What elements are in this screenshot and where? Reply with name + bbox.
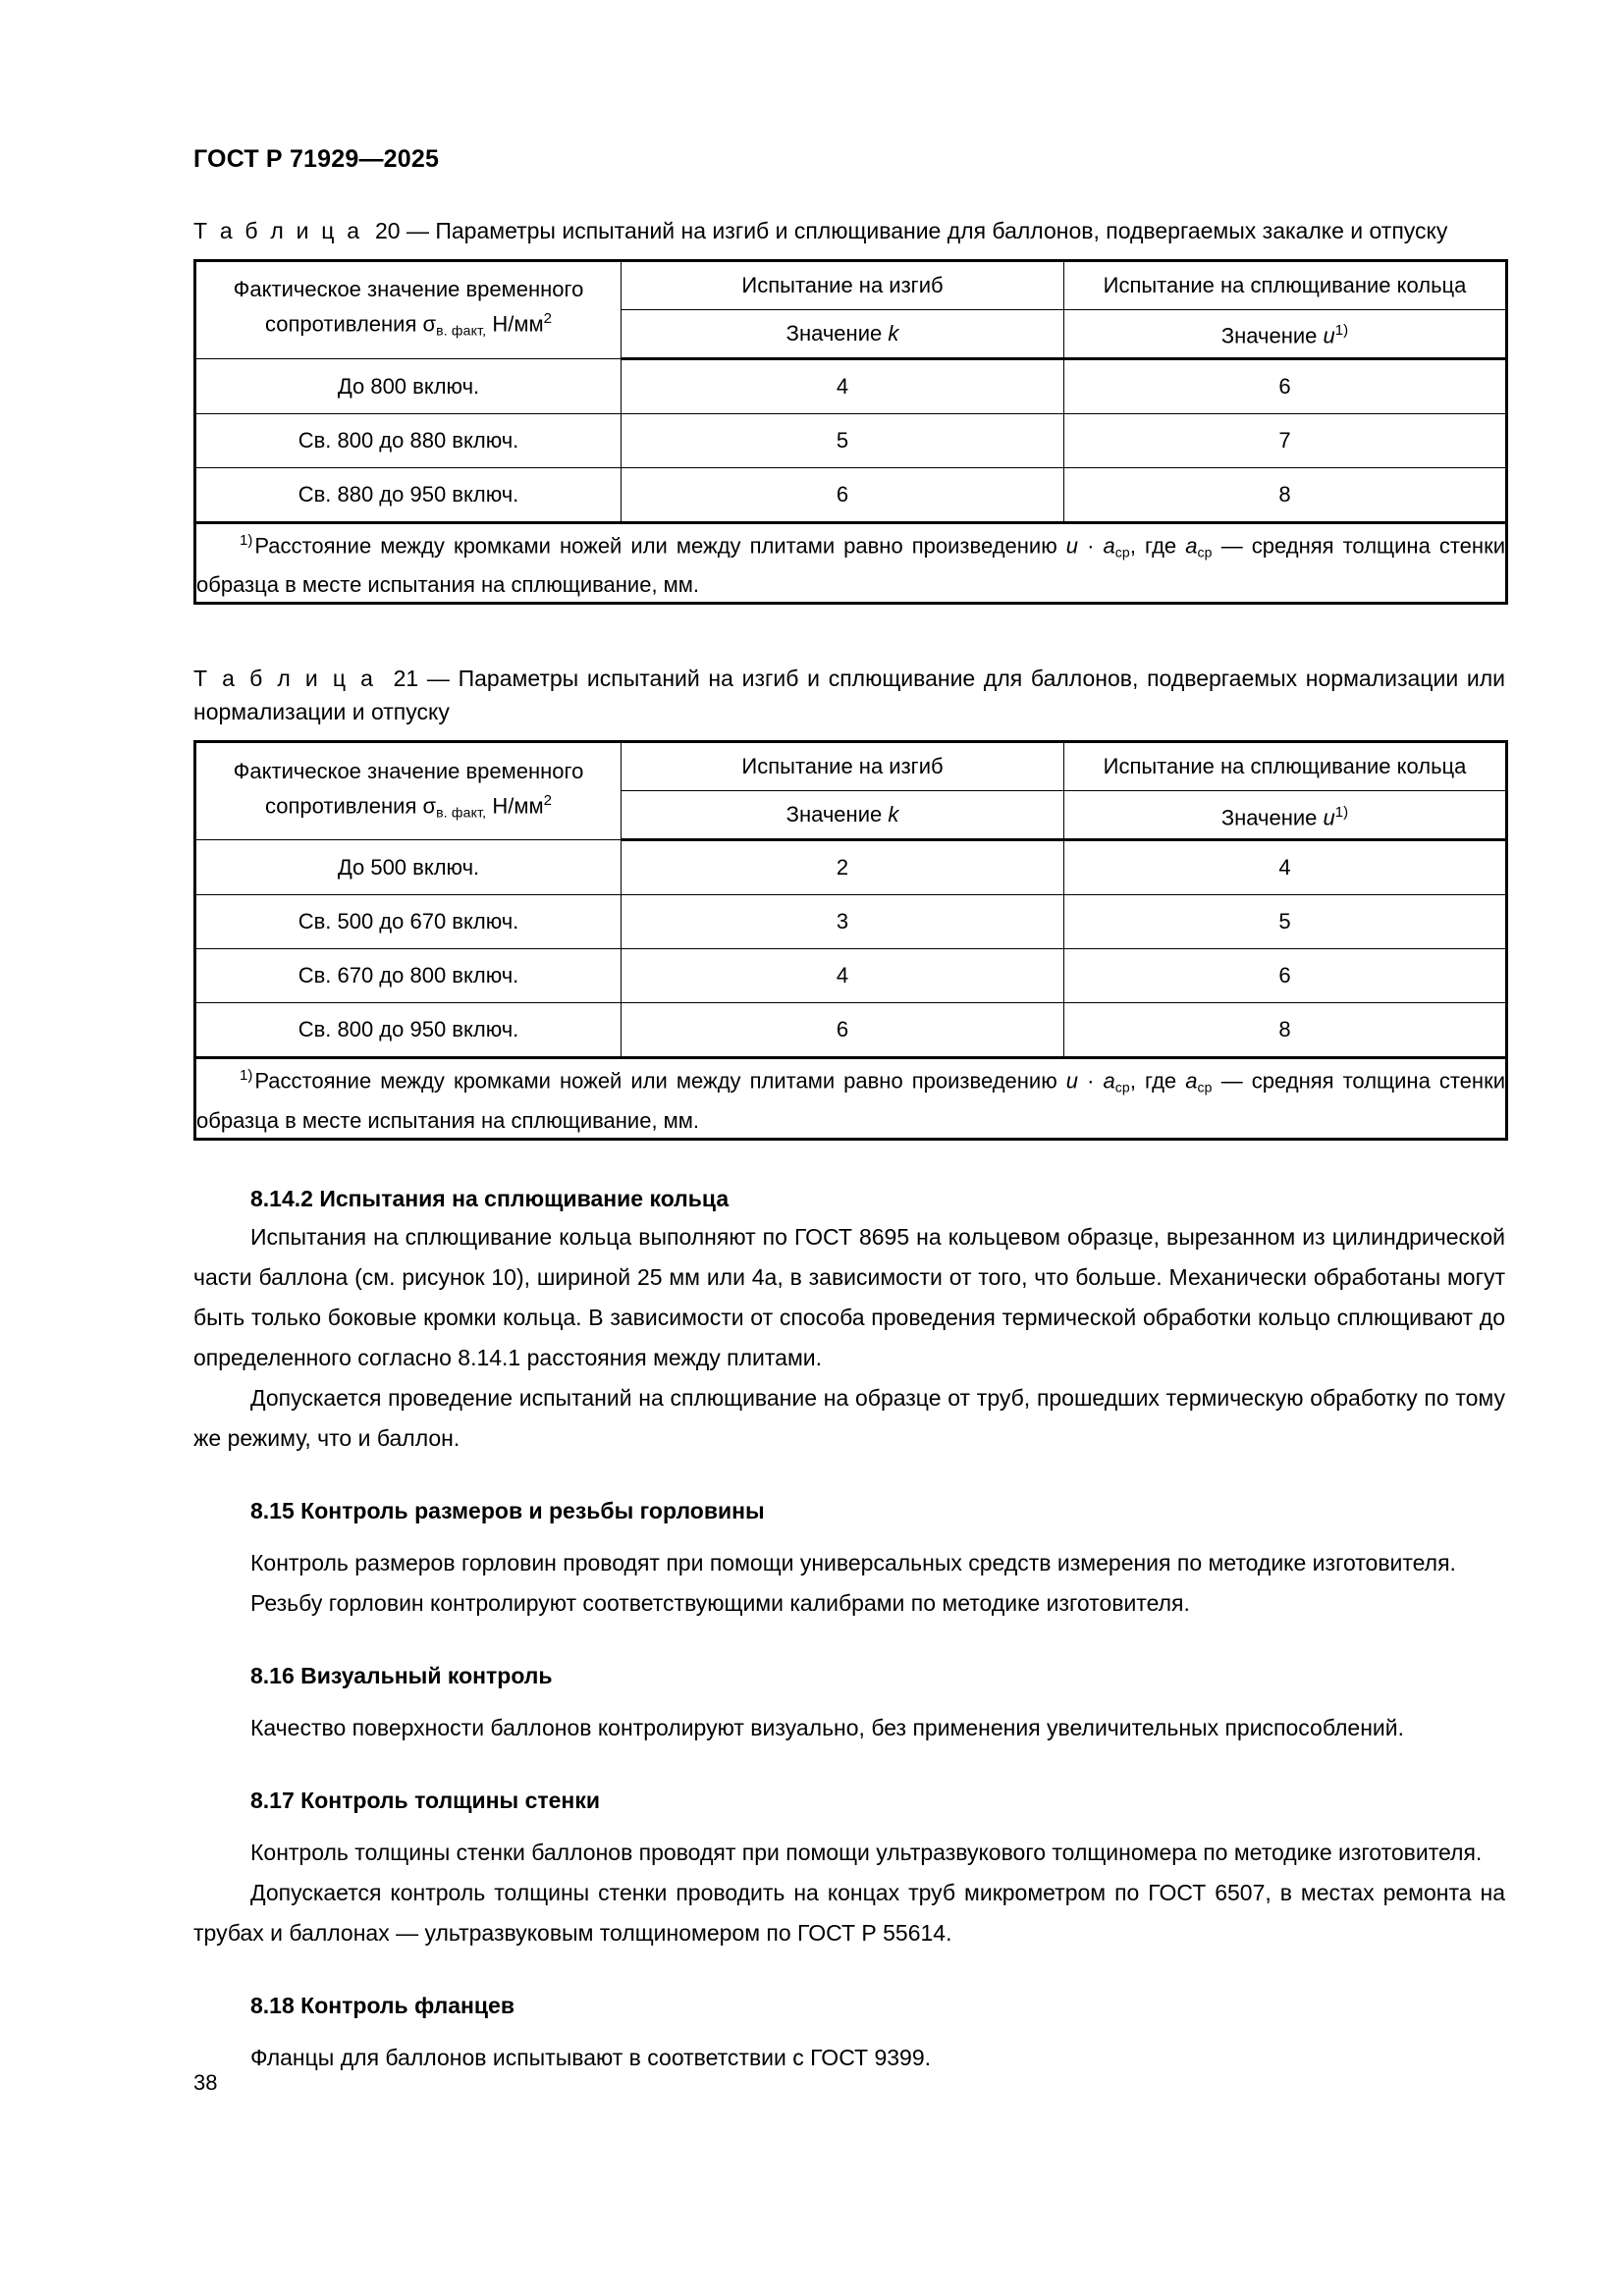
- footnote-symbol-a2: a: [1185, 533, 1198, 559]
- section-heading-8-16: 8.16 Визуальный контроль: [250, 1662, 553, 1688]
- table-21-caption-label: Т а б л и ц а: [193, 666, 377, 692]
- footnote-symbol-a-subscript: ср: [1114, 1079, 1130, 1095]
- footnote-symbol-a2-subscript: ср: [1197, 1079, 1213, 1095]
- table-21-row-0-range: До 500 включ.: [195, 840, 622, 895]
- table-20-sub-flatten-header: [1064, 310, 1507, 359]
- stub-line-2-pre: сопротивления σ: [265, 792, 437, 818]
- spacer: [193, 1819, 1505, 1833]
- table-row: [195, 1003, 1507, 1058]
- table-21-row-3-range: Св. 800 до 950 включ.: [195, 1003, 622, 1058]
- table-20-caption-label: Т а б л и ц а: [193, 218, 363, 243]
- table-row: [195, 949, 1507, 1003]
- paragraph: Контроль размеров горловин проводят при помощи универсальных средств измерения по методике изготовителя.: [250, 1549, 1456, 1575]
- footnote-symbol-a: a: [1103, 1068, 1115, 1094]
- stub-sigma-subscript: в. факт,: [436, 803, 487, 820]
- footnote-part-3: , где: [1129, 533, 1186, 559]
- table-21-row-1-u: 5: [1064, 895, 1507, 949]
- table-20-row-0-range: До 800 включ.: [195, 359, 622, 414]
- spacer: [193, 1748, 1505, 1782]
- paragraph: Фланцы для баллонов испытывают в соответствии с ГОСТ 9399.: [250, 2044, 932, 2070]
- table-20-footnote-row: [195, 523, 1507, 604]
- table-21-row-0-k: 2: [622, 840, 1064, 895]
- paragraph: Допускается контроль толщины стенки проводить на концах труб микрометром по ГОСТ 6507, в местах ремонта на трубах и баллонах — ультразвуковым толщиномером по ГОСТ Р 55614.: [193, 1879, 1505, 1946]
- table-21-group-flatten-header: Испытание на сплющивание кольца: [1064, 742, 1507, 791]
- spacer: [193, 1529, 1505, 1543]
- footnote-part-4: — средняя толщина стенки образца в месте испытания на сплющивание, мм.: [196, 1068, 1505, 1133]
- stub-line-2-post: Н/мм: [486, 311, 544, 337]
- sub-bend-label: Значение: [785, 321, 889, 346]
- stub-line-2-post: Н/мм: [486, 792, 544, 818]
- paragraph: Контроль толщины стенки баллонов проводят при помощи ультразвукового толщиномера по методике изготовителя.: [250, 1839, 1483, 1865]
- spacer: [193, 1141, 1505, 1180]
- table-20-group-bend-header: Испытание на изгиб: [622, 261, 1064, 310]
- table-21-header-row-top: [195, 742, 1507, 791]
- table-row: [195, 468, 1507, 523]
- table-20-stub-header: [195, 261, 622, 359]
- table-21-row-2-range: Св. 670 до 800 включ.: [195, 949, 622, 1003]
- section-heading-8-14-2: 8.14.2 Испытания на сплющивание кольца: [250, 1185, 730, 1211]
- table-20: [193, 259, 1508, 605]
- table-21: [193, 740, 1508, 1140]
- page-number: 38: [193, 2070, 218, 2095]
- table-21-row-1-range: Св. 500 до 670 включ.: [195, 895, 622, 949]
- table-row: [195, 414, 1507, 468]
- stub-unit-exponent: 2: [543, 791, 552, 809]
- table-20-header-row-top: [195, 261, 1507, 310]
- sub-bend-label: Значение: [785, 802, 889, 828]
- table-20-row-2-k: 6: [622, 468, 1064, 523]
- page-header-standard-id: ГОСТ Р 71929—2025: [193, 145, 440, 173]
- table-20-sub-bend-header: [622, 310, 1064, 359]
- section-heading-8-15: 8.15 Контроль размеров и резьбы горловины: [250, 1497, 765, 1523]
- table-21-group-bend-header: Испытание на изгиб: [622, 742, 1064, 791]
- spacer: [193, 1459, 1505, 1492]
- table-21-sub-flatten-header: [1064, 791, 1507, 840]
- table-20-group-flatten-header: Испытание на сплющивание кольца: [1064, 261, 1507, 310]
- stub-sigma-subscript: в. факт,: [436, 322, 487, 339]
- table-20-caption-number: 20: [374, 218, 401, 243]
- footnote-symbol-a-subscript: ср: [1114, 544, 1130, 561]
- sub-flatten-label: Значение: [1220, 323, 1324, 348]
- table-21-row-2-u: 6: [1064, 949, 1507, 1003]
- table-20-row-1-k: 5: [622, 414, 1064, 468]
- table-21-row-3-k: 6: [622, 1003, 1064, 1058]
- table-21-footnote-row: [195, 1058, 1507, 1139]
- sub-bend-symbol: k: [888, 802, 899, 828]
- document-body: [193, 214, 1505, 2078]
- footnote-symbol-a2: a: [1185, 1068, 1198, 1094]
- table-20-row-0-u: 6: [1064, 359, 1507, 414]
- table-20-row-1-range: Св. 800 до 880 включ.: [195, 414, 622, 468]
- sub-flatten-symbol: u: [1323, 323, 1335, 348]
- spacer: [193, 1624, 1505, 1657]
- table-21-footnote: [195, 1058, 1507, 1139]
- table-21-caption: [193, 662, 1505, 728]
- table-21-row-1-k: 3: [622, 895, 1064, 949]
- section-heading-8-17: 8.17 Контроль толщины стенки: [250, 1787, 600, 1813]
- footnote-marker: 1): [240, 1067, 253, 1085]
- footnote-part-1: Расстояние между кромками ножей или между плитами равно произведению: [254, 533, 1066, 559]
- sub-flatten-symbol: u: [1323, 804, 1335, 829]
- footnote-part-2: ·: [1078, 533, 1104, 559]
- footnote-part-1: Расстояние между кромками ножей или между плитами равно произведению: [254, 1068, 1066, 1094]
- spacer: [193, 605, 1505, 662]
- footnote-part-4: — средняя толщина стенки образца в месте испытания на сплющивание, мм.: [196, 533, 1505, 598]
- footnote-part-2: ·: [1078, 1068, 1104, 1094]
- sub-flatten-label: Значение: [1220, 804, 1324, 829]
- footnote-part-3: , где: [1129, 1068, 1186, 1094]
- table-20-row-2-u: 8: [1064, 468, 1507, 523]
- spacer: [193, 2024, 1505, 2038]
- footnote-marker: 1): [240, 532, 253, 549]
- paragraph: Качество поверхности баллонов контролируют визуально, без применения увеличительных приспособлений.: [250, 1714, 1404, 1740]
- spacer: [193, 1953, 1505, 1987]
- stub-line-2-pre: сопротивления σ: [265, 311, 437, 337]
- paragraph: Испытания на сплющивание кольца выполняют по ГОСТ 8695 на кольцевом образце, вырезанном из цилиндрической части баллона (см. рисунок 10), шириной 25 мм или 4а, в зависимости от того, что больше. Механически обработаны могут быть только боковые кромки кольца. В зависимости от способа проведения термической обработки кольцо сплющивают до определенного согласно 8.14.1 расстояния между плитами.: [193, 1223, 1505, 1370]
- table-20-footnote: [195, 523, 1507, 604]
- footnote-symbol-a2-subscript: ср: [1197, 544, 1213, 561]
- paragraph: Резьбу горловин контролируют соответствующими калибрами по методике изготовителя.: [250, 1589, 1190, 1616]
- paragraph: Допускается проведение испытаний на сплющивание на образце от труб, прошедших термическую обработку по тому же режиму, что и баллон.: [193, 1384, 1505, 1451]
- footnote-symbol-u: u: [1065, 1068, 1079, 1094]
- stub-line-1: Фактическое значение временного: [233, 758, 584, 783]
- footnote-symbol-a: a: [1103, 533, 1115, 559]
- table-20-caption: [193, 214, 1505, 247]
- sub-bend-symbol: k: [888, 321, 899, 346]
- table-row: [195, 840, 1507, 895]
- table-row: [195, 359, 1507, 414]
- spacer: [193, 1694, 1505, 1708]
- table-21-stub-header: [195, 742, 622, 840]
- footnote-symbol-u: u: [1065, 533, 1079, 559]
- table-row: [195, 895, 1507, 949]
- table-21-row-2-k: 4: [622, 949, 1064, 1003]
- table-21-sub-bend-header: [622, 791, 1064, 840]
- table-20-row-2-range: Св. 880 до 950 включ.: [195, 468, 622, 523]
- sub-flatten-footnote-ref: 1): [1334, 322, 1349, 340]
- stub-unit-exponent: 2: [543, 310, 552, 328]
- section-heading-8-18: 8.18 Контроль фланцев: [250, 1992, 514, 2018]
- table-20-caption-text: — Параметры испытаний на изгиб и сплющивание для баллонов, подвергаемых закалке и отпуску: [406, 218, 1448, 243]
- table-20-row-0-k: 4: [622, 359, 1064, 414]
- table-21-row-0-u: 4: [1064, 840, 1507, 895]
- table-21-caption-number: 21: [393, 666, 419, 692]
- sub-flatten-footnote-ref: 1): [1334, 803, 1349, 821]
- table-21-caption-text: — Параметры испытаний на изгиб и сплющивание для баллонов, подвергаемых нормализации или нормализации и отпуску: [193, 666, 1506, 725]
- table-20-row-1-u: 7: [1064, 414, 1507, 468]
- stub-line-1: Фактическое значение временного: [233, 277, 584, 302]
- table-21-row-3-u: 8: [1064, 1003, 1507, 1058]
